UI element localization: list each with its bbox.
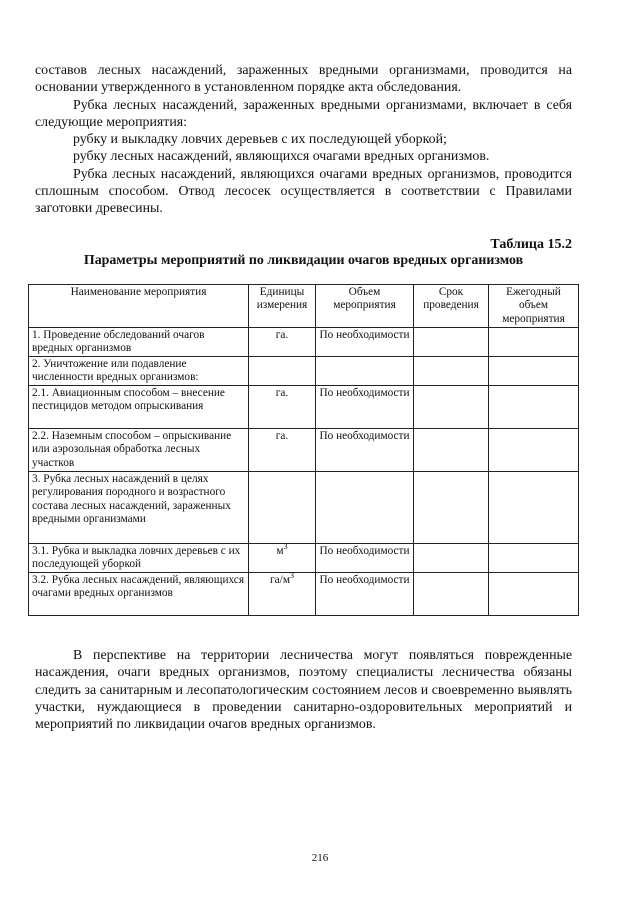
cell-term [414,357,489,386]
cell-annual-volume [489,429,579,472]
cell-activity: 3.2. Рубка лесных насаждений, являющихся очагами вредных организмов [29,573,249,616]
cell-units: га. [249,328,316,357]
cell-volume [316,357,414,386]
cell-activity: 2.2. Наземным способом – опрыскивание или аэрозольная обработка лесных участков [29,429,249,472]
table-row [29,544,579,573]
bottom-text-block [35,647,572,733]
cell-units [249,357,316,386]
cell-activity: 3.1. Рубка и выкладка ловчих деревьев с их последующей уборкой [29,544,249,573]
cell-term [414,544,489,573]
cell-annual-volume [489,573,579,616]
cell-annual-volume [489,386,579,429]
cell-activity: 2.1. Авиационным способом – внесение пестицидов методом опрыскивания [29,386,249,429]
table-row [29,357,579,386]
unit-text: м [276,545,284,557]
paragraph: составов лесных насаждений, зараженных вредными организмами, проводится на основании утвержденного в установленном порядке акта обследования. [35,63,572,96]
cell-term [414,429,489,472]
cell-units [249,472,316,544]
table-row [29,386,579,429]
cell-annual-volume [489,328,579,357]
paragraph: В перспективе на территории лесничества могут появляться поврежденные насаждения, очаги вредных организмов, поэтому специалисты лесничества обязаны следить за санитарным и лесопатологическим состоянием лесов и своевременно выявлять участки, нуждающиеся в проведении санитарно-оздоровительных мероприятий и мероприятий по ликвидации очагов вредных организмов. [35,648,572,733]
cell-activity: 1. Проведение обследований очагов вредных организмов [29,328,249,357]
top-text-block [35,62,572,218]
cell-units [249,573,316,616]
cell-volume [316,472,414,544]
header-term: Срок проведения [414,285,489,328]
table-row [29,573,579,616]
paragraph: Рубка лесных насаждений, являющихся очагами вредных организмов, проводится сплошным способом. Отвод лесосек осуществляется в соответствии с Правилами заготовки древесины. [35,166,572,217]
cell-volume: По необходимости [316,429,414,472]
cell-units [249,544,316,573]
cell-activity: 2. Уничтожение или подавление численности вредных организмов: [29,357,249,386]
table-row [29,472,579,544]
header-activity: Наименование мероприятия [29,285,249,328]
cell-term [414,328,489,357]
cell-units: га. [249,429,316,472]
paragraph: Рубка лесных насаждений, зараженных вредными организмами, включает в себя следующие мероприятия: [35,97,572,130]
cell-term [414,472,489,544]
table-title: Параметры мероприятий по ликвидации очагов вредных организмов [83,253,524,268]
cell-volume: По необходимости [316,544,414,573]
list-item: рубку лесных насаждений, являющихся очагами вредных организмов. [73,149,490,165]
list-item: рубку и выкладку ловчих деревьев с их последующей уборкой; [73,132,447,148]
cell-units: га. [249,386,316,429]
page-number: 216 [311,852,329,864]
cell-annual-volume [489,357,579,386]
cell-activity: 3. Рубка лесных насаждений в целях регулирования породного и возрастного состава лесных насаждений, зараженных вредными организмами [29,472,249,544]
table-row [29,328,579,357]
cell-volume: По необходимости [316,386,414,429]
cell-annual-volume [489,472,579,544]
table-header-row [29,285,579,328]
cell-term [414,573,489,616]
cell-volume: По необходимости [316,573,414,616]
cell-volume: По необходимости [316,328,414,357]
cell-term [414,386,489,429]
header-volume: Объем мероприятия [316,285,414,328]
table-row [29,429,579,472]
cell-annual-volume [489,544,579,573]
unit-superscript: 3 [289,571,294,581]
unit-superscript: 3 [283,542,288,552]
header-units: Единицы измерения [249,285,316,328]
unit-text: га/м [270,574,290,586]
header-annual-volume: Ежегодный объем мероприятия [489,285,579,328]
table-label: Таблица 15.2 [490,237,572,252]
measures-table [28,284,579,616]
